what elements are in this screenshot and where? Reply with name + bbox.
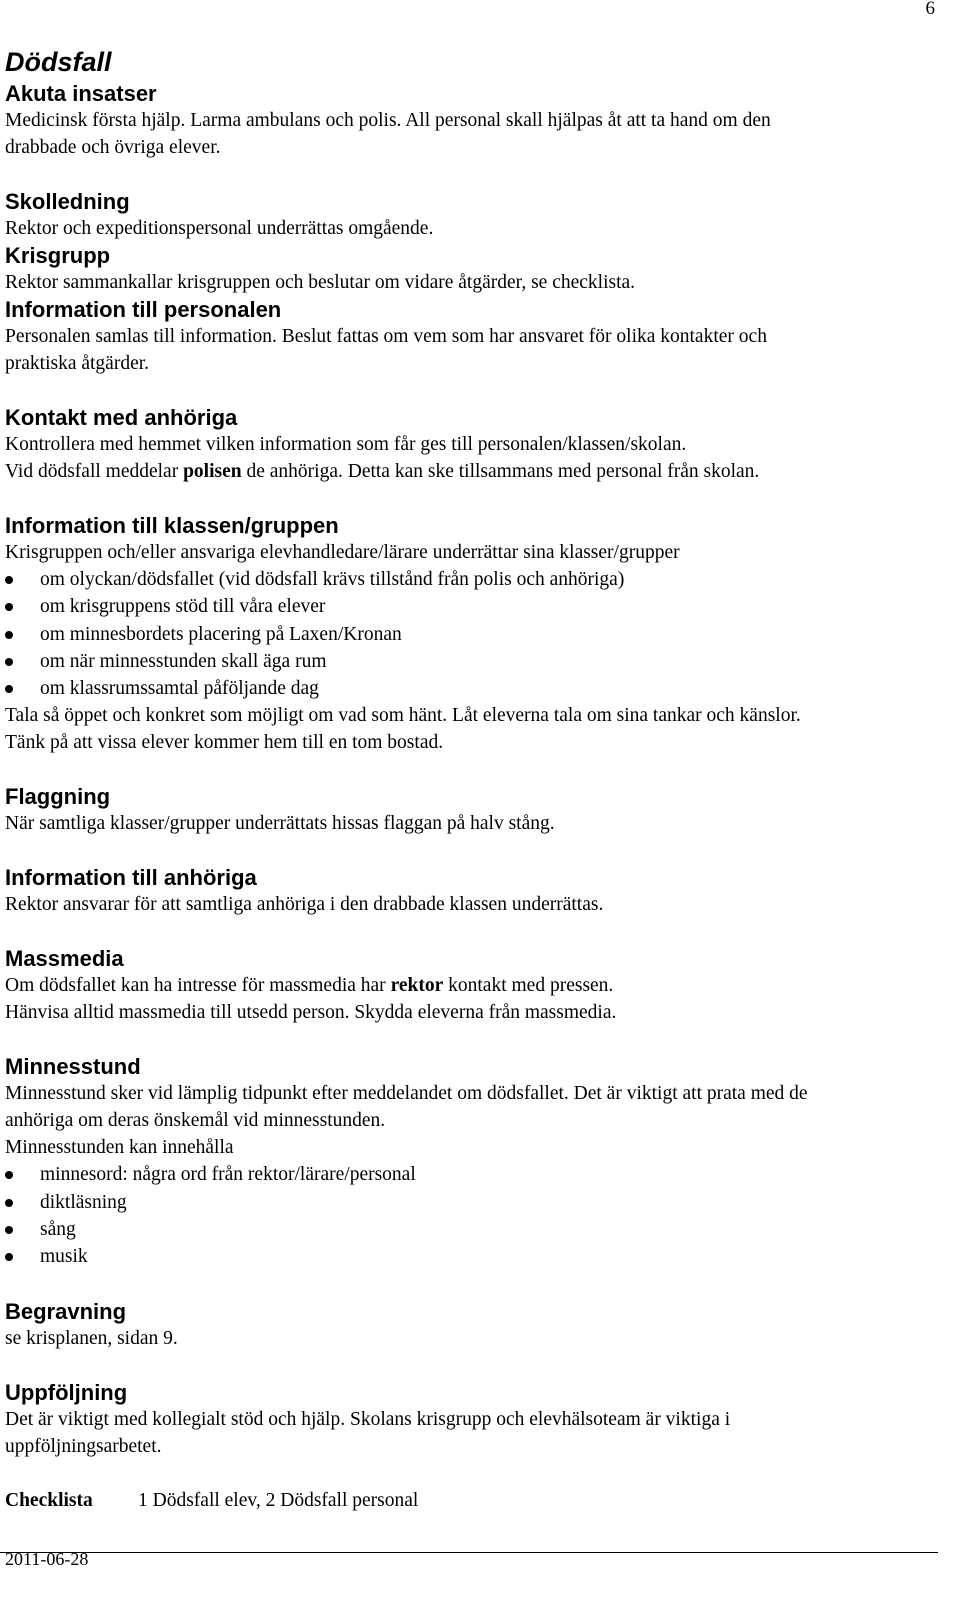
text-run: de anhöriga. Detta kan ske tillsammans med personal från skolan. [241,461,760,482]
emphasis-polisen: polisen [183,461,242,482]
section-heading: Akuta insatser [5,81,157,106]
section-kontakt-med-anhoriga [5,404,950,485]
section-akuta-insatser [5,80,950,161]
paragraph: uppföljningsarbetet. [5,1435,162,1457]
section-massmedia [5,945,950,1026]
paragraph: praktiska åtgärder. [5,353,150,374]
paragraph: Det är viktigt med kollegialt stöd och hjälp. Skolans krisgrupp och elevhälsoteam är viktiga i [5,1408,731,1430]
paragraph [5,972,950,999]
section-heading: Uppföljning [5,1379,128,1405]
text-run: Om dödsfallet kan ha intresse för massmedia har [5,975,391,997]
checklist-items: 1 Dödsfall elev, 2 Dödsfall personal [138,1489,419,1511]
footer-date: 2011-06-28 [5,1549,89,1569]
checklist-label: Checklista [5,1489,93,1511]
paragraph: anhöriga om deras önskemål vid minnesstunden. [5,1110,386,1132]
paragraph: Personalen samlas till information. Beslut fattas om vem som har ansvaret för olika kontakter och [5,326,767,347]
footer-divider [0,1552,938,1553]
document-title: Dödsfall [5,47,112,77]
section-krisgrupp [5,242,950,296]
checklist-row [5,1487,950,1514]
paragraph: Minnesstund sker vid lämplig tidpunkt efter meddelandet om dödsfallet. Det är viktigt att prata med de [5,1083,808,1105]
section-begravning [5,1298,950,1352]
emphasis-rektor: rektor [390,975,444,997]
bullet-list [5,566,950,702]
page-number: 6 [925,0,935,19]
section-uppfoljning [5,1379,950,1460]
paragraph: Minnesstunden kan innehålla [5,1137,234,1159]
section-heading: Minnesstund [5,1054,141,1080]
paragraph: se krisplanen, sidan 9. [5,1327,178,1349]
list-item: musik [5,1243,950,1270]
list-item: sång [5,1216,950,1243]
section-skolledning [5,188,950,242]
paragraph: När samtliga klasser/grupper underrättats hissas flaggan på halv stång. [5,813,555,835]
section-information-till-personalen [5,296,950,377]
section-heading: Information till klassen/gruppen [5,513,339,538]
paragraph: Tänk på att vissa elever kommer hem till en tom bostad. [5,732,444,754]
paragraph: Tala så öppet och konkret som möjligt om vad som hänt. Låt eleverna tala om sina tankar och känslor. [5,705,801,727]
paragraph: drabbade och övriga elever. [5,137,221,158]
text-run: kontakt med pressen. [443,975,614,997]
list-item: minnesord: några ord från rektor/lärare/personal [5,1161,950,1188]
text-run: Vid dödsfall meddelar [5,461,184,482]
section-heading: Flaggning [5,784,111,810]
bullet-list [5,1161,950,1270]
list-item: om klassrumssamtal påföljande dag [5,675,950,702]
section-heading: Information till anhöriga [5,865,257,891]
paragraph: Rektor ansvarar för att samtliga anhöriga i den drabbade klassen underrättas. [5,894,604,916]
list-item: diktläsning [5,1189,950,1216]
document-body [5,44,950,1514]
paragraph: Kontrollera med hemmet vilken information som får ges till personalen/klassen/skolan. [5,434,687,455]
list-item: om minnesbordets placering på Laxen/Kronan [5,621,950,648]
section-minnesstund [5,1053,950,1270]
list-item: om krisgruppens stöd till våra elever [5,593,950,620]
paragraph: Hänvisa alltid massmedia till utsedd person. Skydda eleverna från massmedia. [5,1002,617,1024]
section-heading: Information till personalen [5,297,282,322]
section-flaggning [5,783,950,837]
section-information-till-anhoriga [5,864,950,918]
section-heading: Skolledning [5,189,130,214]
paragraph [5,458,950,485]
list-item: om när minnesstunden skall äga rum [5,648,950,675]
paragraph: Medicinsk första hjälp. Larma ambulans och polis. All personal skall hjälpas åt att ta hand om den [5,110,771,131]
paragraph: Krisgruppen och/eller ansvariga elevhandledare/lärare underrättar sina klasser/grupper [5,542,680,563]
paragraph: Rektor och expeditionspersonal underrättas omgående. [5,218,434,239]
list-item: om olyckan/dödsfallet (vid dödsfall krävs tillstånd från polis och anhöriga) [5,566,950,593]
paragraph: Rektor sammankallar krisgruppen och beslutar om vidare åtgärder, se checklista. [5,272,636,293]
section-heading: Begravning [5,1298,127,1324]
section-heading: Krisgrupp [5,243,111,268]
section-heading: Kontakt med anhöriga [5,405,238,430]
section-heading: Massmedia [5,946,124,972]
section-information-till-klassen [5,512,950,756]
